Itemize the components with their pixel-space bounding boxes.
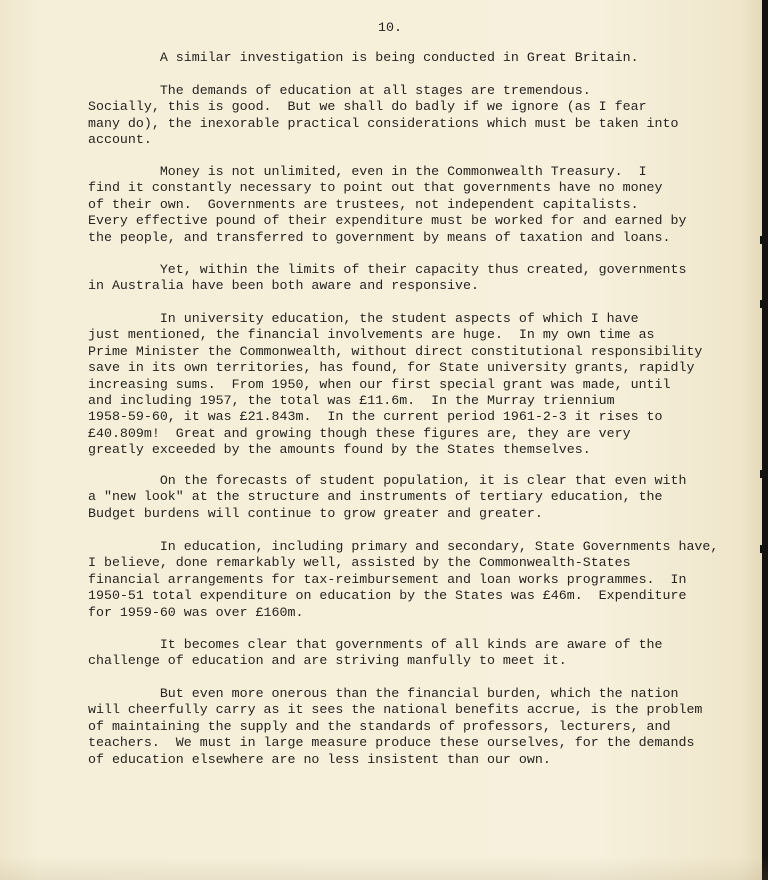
paragraph-4 (88, 262, 686, 295)
text-line: a "new look" at the structure and instruments of tertiary education, the (88, 489, 663, 505)
text-line: of education elsewhere are no less insistent than our own. (88, 751, 551, 767)
text-line: of maintaining the supply and the standards of professors, lecturers, and (88, 718, 671, 734)
page-right-edge (762, 0, 768, 880)
text-line: Budget burdens will continue to grow greater and greater. (88, 505, 543, 521)
text-line: I believe, done remarkably well, assisted by the Commonwealth-States (88, 555, 631, 571)
page-bottom-shadow (0, 856, 768, 880)
paragraph-1 (88, 50, 639, 66)
text-line: But even more onerous than the financial burden, which the nation (88, 686, 679, 701)
text-line: account. (88, 132, 152, 148)
text-line: It becomes clear that governments of all kinds are aware of the (88, 637, 663, 652)
paragraph-7 (88, 539, 718, 621)
text-line: Money is not unlimited, even in the Commonwealth Treasury. I (88, 164, 647, 179)
page-number: 10. (378, 20, 402, 35)
text-line: £40.809m! Great and growing though these figures are, they are very (88, 425, 631, 441)
text-line: of their own. Governments are trustees, not independent capitalists. (88, 196, 639, 212)
text-line: and including 1957, the total was £11.6m. In the Murray triennium (88, 392, 615, 408)
text-line: greatly exceeded by the amounts found by the States themselves. (88, 442, 591, 458)
edge-mark (760, 236, 766, 244)
text-line: 1950-51 total expenditure on education by the States was £46m. Expenditure (88, 588, 687, 604)
text-line: In university education, the student aspects of which I have (88, 311, 639, 326)
text-line: On the forecasts of student population, it is clear that even with (88, 473, 687, 488)
edge-mark (760, 300, 766, 308)
paragraph-9 (88, 686, 702, 768)
text-line: A similar investigation is being conducted in Great Britain. (88, 50, 639, 65)
text-line: in Australia have been both aware and responsive. (88, 278, 479, 294)
text-line: Prime Minister the Commonwealth, without direct constitutional responsibility (88, 343, 703, 359)
text-line: will cheerfully carry as it sees the national benefits accrue, is the problem (88, 702, 703, 718)
paragraph-6 (88, 473, 686, 522)
text-line: Socially, this is good. But we shall do badly if we ignore (as I fear (88, 99, 647, 115)
text-line: increasing sums. From 1950, when our first special grant was made, until (88, 376, 671, 392)
paragraph-5 (88, 311, 702, 459)
text-line: teachers. We must in large measure produce these ourselves, for the demands (88, 735, 695, 751)
text-line: many do), the inexorable practical considerations which must be taken into (88, 115, 679, 131)
text-line: find it constantly necessary to point out that governments have no money (88, 180, 663, 196)
paragraph-2 (88, 83, 678, 149)
paragraph-8 (88, 637, 663, 670)
text-line: save in its own territories, has found, for State university grants, rapidly (88, 360, 695, 376)
text-line: 1958-59-60, it was £21.843m. In the current period 1961-2-3 it rises to (88, 409, 663, 425)
edge-mark (760, 545, 766, 553)
text-line: Every effective pound of their expenditure must be worked for and earned by (88, 213, 687, 229)
text-line: The demands of education at all stages are tremendous. (88, 83, 591, 98)
text-line: challenge of education and are striving manfully to meet it. (88, 653, 567, 669)
paragraph-3 (88, 164, 686, 246)
text-line: the people, and transferred to government by means of taxation and loans. (88, 229, 671, 245)
text-line: Yet, within the limits of their capacity thus created, governments (88, 262, 687, 277)
edge-mark (760, 470, 766, 478)
text-line: In education, including primary and secondary, State Governments have, (88, 539, 719, 554)
text-line: for 1959-60 was over £160m. (88, 604, 304, 620)
text-line: financial arrangements for tax-reimbursement and loan works programmes. In (88, 571, 687, 587)
text-line: just mentioned, the financial involvements are huge. In my own time as (88, 327, 655, 343)
